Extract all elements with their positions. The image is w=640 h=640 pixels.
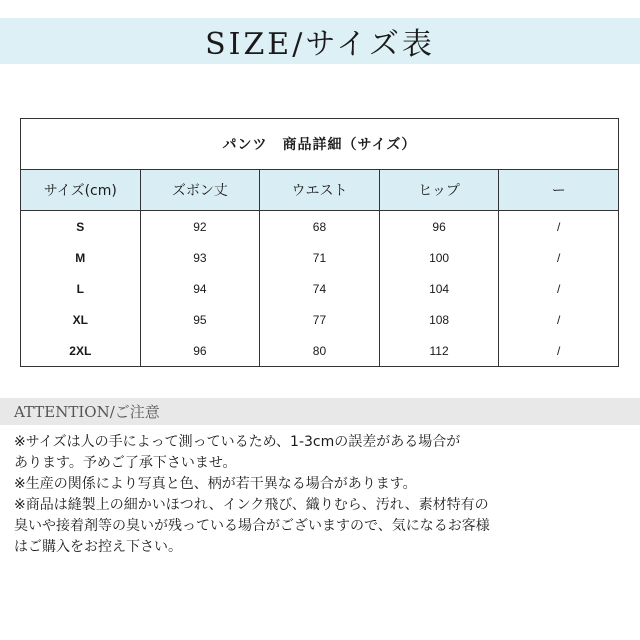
cell-size: 2XL <box>21 335 141 367</box>
cell-length: 95 <box>140 304 260 335</box>
cell-waist: 68 <box>260 211 380 243</box>
table-row <box>21 242 619 273</box>
cell-hip: 104 <box>379 273 499 304</box>
cell-hip: 100 <box>379 242 499 273</box>
cell-length: 93 <box>140 242 260 273</box>
cell-length: 96 <box>140 335 260 367</box>
cell-other: / <box>499 242 619 273</box>
header-length: ズボン丈 <box>140 170 260 211</box>
cell-hip: 108 <box>379 304 499 335</box>
header-hip: ヒップ <box>379 170 499 211</box>
cell-size: L <box>21 273 141 304</box>
cell-length: 92 <box>140 211 260 243</box>
cell-other: / <box>499 211 619 243</box>
cell-hip: 112 <box>379 335 499 367</box>
note-line: あります。予めご了承下さいませ。 <box>14 455 237 471</box>
attention-title: ATTENTION/ご注意 <box>14 403 160 421</box>
attention-bar <box>0 398 640 425</box>
cell-other: / <box>499 304 619 335</box>
note-line: はご購入をお控え下さい。 <box>14 539 182 555</box>
note-line: ※生産の関係により写真と色、柄が若干異なる場合があります。 <box>14 476 417 492</box>
header-size: サイズ(cm) <box>21 170 141 211</box>
table-row <box>21 211 619 243</box>
cell-size: M <box>21 242 141 273</box>
cell-hip: 96 <box>379 211 499 243</box>
table-caption: パンツ 商品詳細（サイズ） <box>21 119 619 170</box>
cell-other: / <box>499 335 619 367</box>
cell-length: 94 <box>140 273 260 304</box>
table-header-row <box>21 170 619 211</box>
cell-other: / <box>499 273 619 304</box>
note-line: ※商品は縫製上の細かいほつれ、インク飛び、織りむら、汚れ、素材特有の <box>14 497 489 513</box>
note-line: ※サイズは人の手によって測っているため、1-3cmの誤差がある場合が <box>14 434 461 450</box>
cell-waist: 71 <box>260 242 380 273</box>
cell-waist: 74 <box>260 273 380 304</box>
cell-size: XL <box>21 304 141 335</box>
cell-size: S <box>21 211 141 243</box>
table-row <box>21 335 619 367</box>
header-waist: ウエスト <box>260 170 380 211</box>
header-other: ー <box>499 170 619 211</box>
page-title: SIZE/サイズ表 <box>205 27 435 62</box>
notes-block <box>14 432 634 558</box>
table-row <box>21 273 619 304</box>
cell-waist: 80 <box>260 335 380 367</box>
size-table <box>20 118 619 367</box>
cell-waist: 77 <box>260 304 380 335</box>
table-row <box>21 304 619 335</box>
note-line: 臭いや接着剤等の臭いが残っている場合がございますので、気になるお客様 <box>14 518 490 534</box>
title-banner <box>0 18 640 64</box>
